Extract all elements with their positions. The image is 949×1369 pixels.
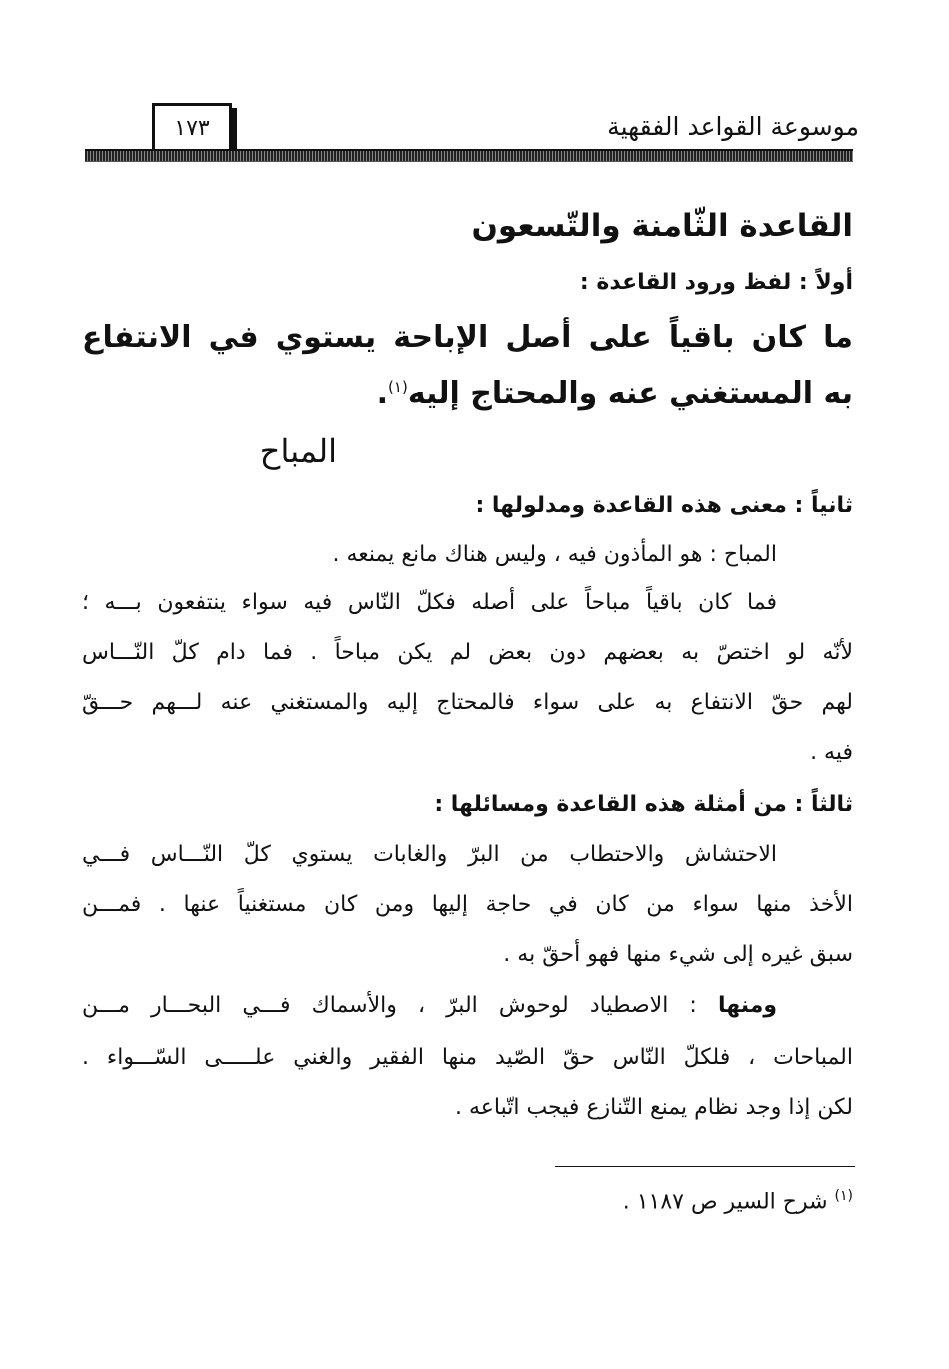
section2-label: ثانياً : معنى هذه القاعدة ومدلولها : <box>475 493 853 518</box>
rule-statement-line-1: ما كان باقياً على أصل الإباحة يستوي في الانتفاع <box>82 320 853 355</box>
section3-example2-line <box>82 993 777 1018</box>
running-header-title: موسوعة القواعد الفقهية <box>607 112 859 141</box>
section3-line: سبق غيره إلى شيء منها فهو أحقّ به . <box>503 942 853 967</box>
rule-statement-end: . <box>376 376 389 411</box>
header-divider <box>85 149 853 162</box>
section1-label: أولاً : لفظ ورود القاعدة : <box>579 270 853 295</box>
footnote-number: (١) <box>834 1188 853 1204</box>
section2-line: فما كان باقياً مباحاً على أصله فكلّ النّاس فيه سواء ينتفعون بـــه ؛ <box>82 590 777 615</box>
example-lead: ومنها <box>717 993 777 1018</box>
footnote-text: شرح السير ص ١١٨٧ . <box>622 1189 828 1215</box>
page-number: ١٧٣ <box>152 103 232 153</box>
section3-line: الأخذ منها سواء من كان في حاجة إليها ومن كان مستغنياً عنها . فمـــن <box>82 892 853 917</box>
rule-statement-text: به المستغني عنه والمحتاج إليه <box>407 376 853 411</box>
section3-line: المباحات ، فلكلّ النّاس حقّ الصّيد منها الفقير والغني علـــــى السّـــواء . <box>82 1045 853 1070</box>
section3-line: الاحتشاش والاحتطاب من البرّ والغابات يستوي كلّ النّـــاس فـــي <box>82 842 777 867</box>
section2-line: لأنّه لو اختصّ به بعضهم دون بعض لم يكن مباحاً . فما دام كلّ النّـــاس <box>82 640 853 665</box>
example-text: : الاصطياد لوحوش البرّ ، والأسماك فـــي البحـــار مـــن <box>82 993 697 1018</box>
footnote-ref: (١) <box>388 378 408 396</box>
footnote-divider <box>555 1166 855 1167</box>
section3-line: لكن إذا وجد نظام يمنع التّنازع فيجب اتّباعه . <box>454 1095 853 1120</box>
section2-line: المباح : هو المأذون فيه ، وليس هناك مانع يمنعه . <box>332 542 777 567</box>
rule-statement-line-2 <box>82 376 853 411</box>
section3-label: ثالثاً : من أمثلة هذه القاعدة ومسائلها : <box>434 792 853 817</box>
section2-line: فيه . <box>810 740 853 765</box>
footnote <box>623 1188 853 1214</box>
rule-heading: القاعدة الثّامنة والتّسعون <box>471 208 853 244</box>
handwritten-note: المباح <box>259 432 337 470</box>
section2-line: لهم حقّ الانتفاع به على سواء فالمحتاج إليه والمستغني عنه لـــهم حـــقّ <box>82 690 853 715</box>
